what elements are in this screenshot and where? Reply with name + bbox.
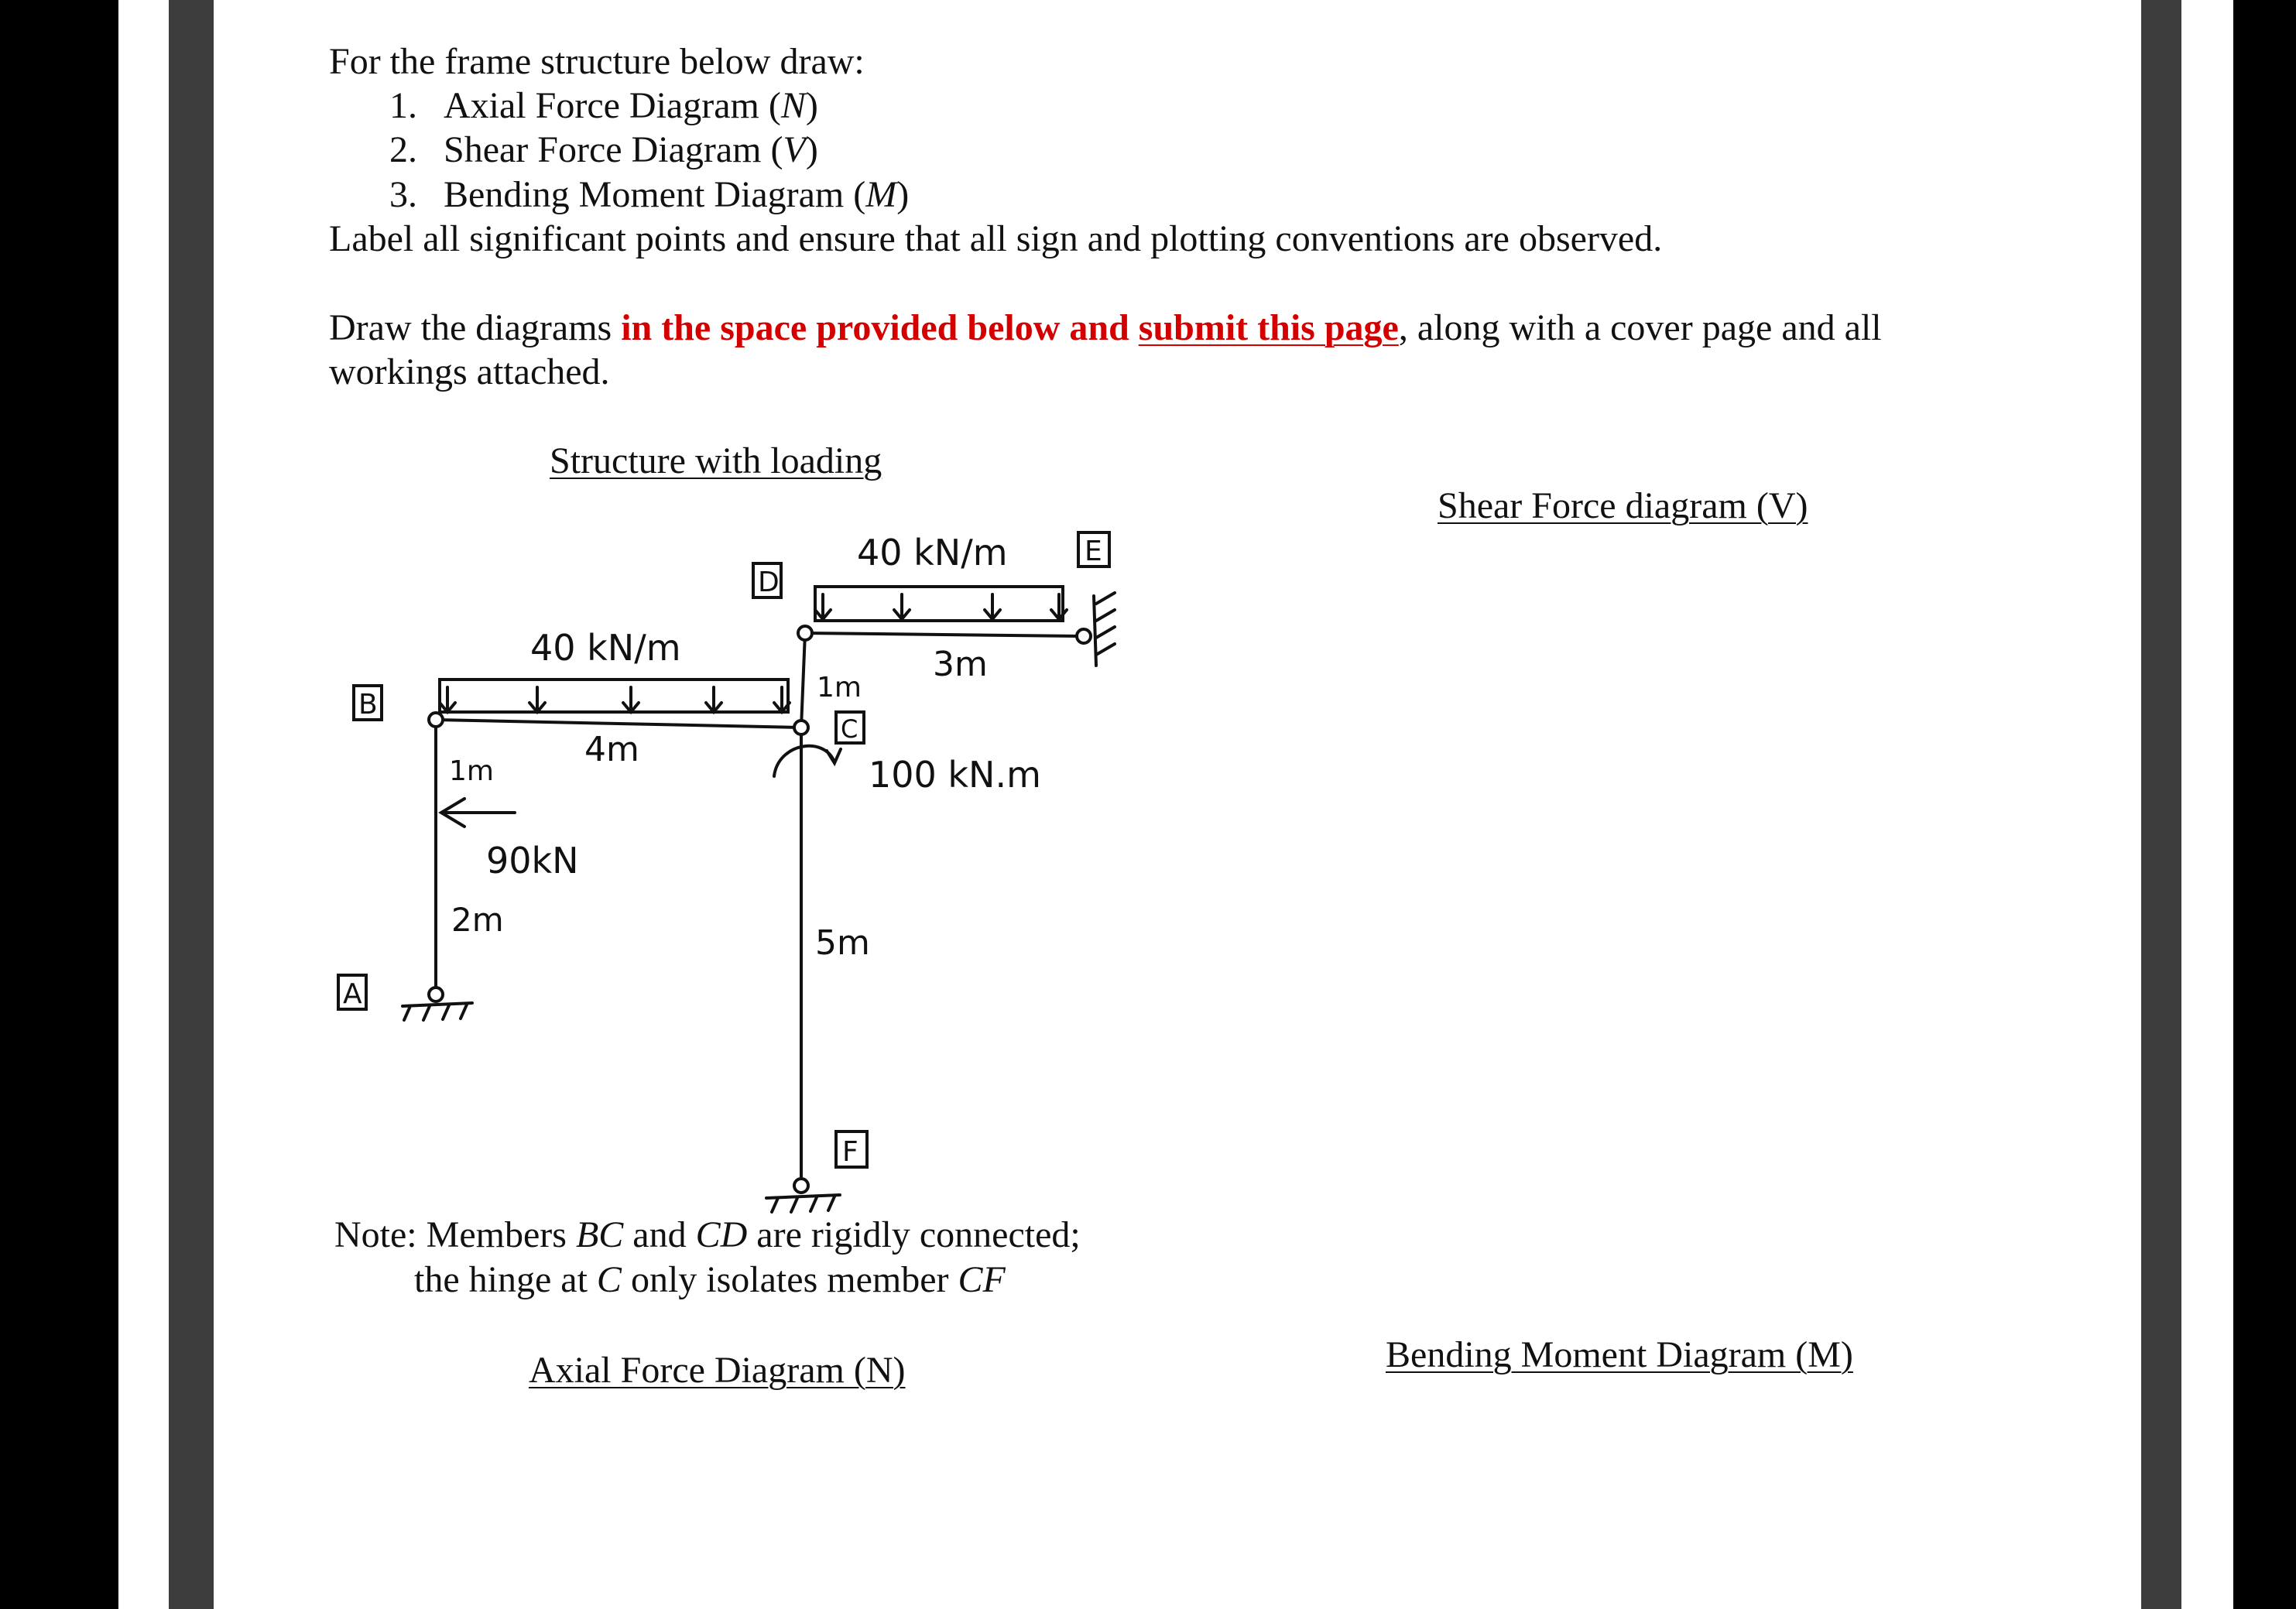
list-number: 3.	[389, 174, 417, 215]
note-member-cd: CD	[695, 1214, 748, 1255]
draw-post: , along with a cover page and all	[1398, 307, 1882, 348]
member-cd	[801, 633, 805, 727]
list-number: 1.	[389, 85, 417, 126]
hinge-d	[798, 626, 812, 640]
note-node-c: C	[596, 1259, 622, 1300]
note-text: the hinge at	[414, 1259, 597, 1300]
intro-line: For the frame structure below draw:	[329, 41, 865, 82]
udl-de-box	[815, 587, 1063, 621]
udl-arrow	[706, 687, 721, 712]
udl-arrow	[440, 687, 455, 712]
node-label-e: E	[1085, 536, 1102, 567]
length-label-b-bottom: 2m	[451, 901, 504, 939]
node-label-b: B	[358, 689, 378, 721]
hinge-e	[1077, 629, 1091, 643]
label-instruction: Label all significant points and ensure that all sign and plotting conventions are observed.	[329, 218, 1663, 259]
node-label-a: A	[343, 978, 362, 1010]
list-text: Bending Moment Diagram (	[444, 174, 866, 215]
heading-structure: Structure with loading	[550, 440, 882, 481]
list-close: )	[805, 85, 818, 126]
pin-support-a	[429, 988, 443, 1001]
member-de	[805, 633, 1081, 636]
pin-support-f	[794, 1179, 808, 1193]
udl-arrow	[985, 594, 1000, 619]
node-label-c: C	[841, 714, 858, 744]
udl-bc-box	[440, 680, 788, 712]
list-number: 2.	[389, 129, 417, 170]
support-e-hatch	[1096, 593, 1115, 655]
point-load-arrow	[441, 799, 515, 827]
list-text: Shear Force Diagram (	[444, 129, 783, 170]
node-label-d: D	[758, 567, 780, 598]
list-symbol: M	[865, 174, 897, 215]
udl-arrow	[894, 594, 910, 619]
heading-axial: Axial Force Diagram (N)	[529, 1350, 906, 1391]
length-label-de: 3m	[933, 645, 988, 684]
draw-red-underlined: submit this page	[1138, 307, 1399, 348]
length-label-b-top: 1m	[449, 755, 494, 787]
member-bc	[436, 720, 801, 727]
heading-shear: Shear Force diagram (V)	[1438, 485, 1808, 526]
note-text: and	[623, 1214, 696, 1255]
length-label-bc: 4m	[584, 730, 639, 769]
heading-bending: Bending Moment Diagram (M)	[1386, 1334, 1853, 1375]
hinge-b	[429, 713, 443, 727]
list-close: )	[896, 174, 910, 215]
draw-pre: Draw the diagrams	[329, 307, 622, 348]
note-text: are rigidly connected;	[747, 1214, 1081, 1255]
list-text: Axial Force Diagram (	[444, 85, 781, 126]
list-close: )	[805, 129, 818, 170]
udl-arrow	[623, 687, 639, 712]
support-a-base	[403, 1003, 472, 1006]
note-text: only isolates member	[621, 1259, 958, 1300]
load-label-bc: 40 kN/m	[530, 627, 681, 669]
node-label-f: F	[842, 1136, 858, 1168]
draw-instruction-line2: workings attached.	[329, 351, 610, 392]
load-label-de: 40 kN/m	[857, 532, 1008, 573]
moment-label: 100 kN.m	[869, 754, 1041, 796]
list-symbol: N	[780, 85, 806, 126]
point-load-label: 90kN	[486, 840, 579, 882]
draw-red: in the space provided below and	[621, 307, 1139, 348]
list-symbol: V	[783, 129, 806, 170]
udl-arrow	[815, 594, 831, 619]
note-member-bc: BC	[575, 1214, 624, 1255]
moment-arc	[774, 746, 841, 776]
hinge-c	[794, 721, 808, 734]
note-member-cf: CF	[958, 1259, 1006, 1300]
note-text: Note: Members	[334, 1214, 576, 1255]
udl-arrow	[529, 687, 545, 712]
length-label-cd: 1m	[817, 672, 862, 704]
length-label-cf: 5m	[815, 923, 870, 963]
